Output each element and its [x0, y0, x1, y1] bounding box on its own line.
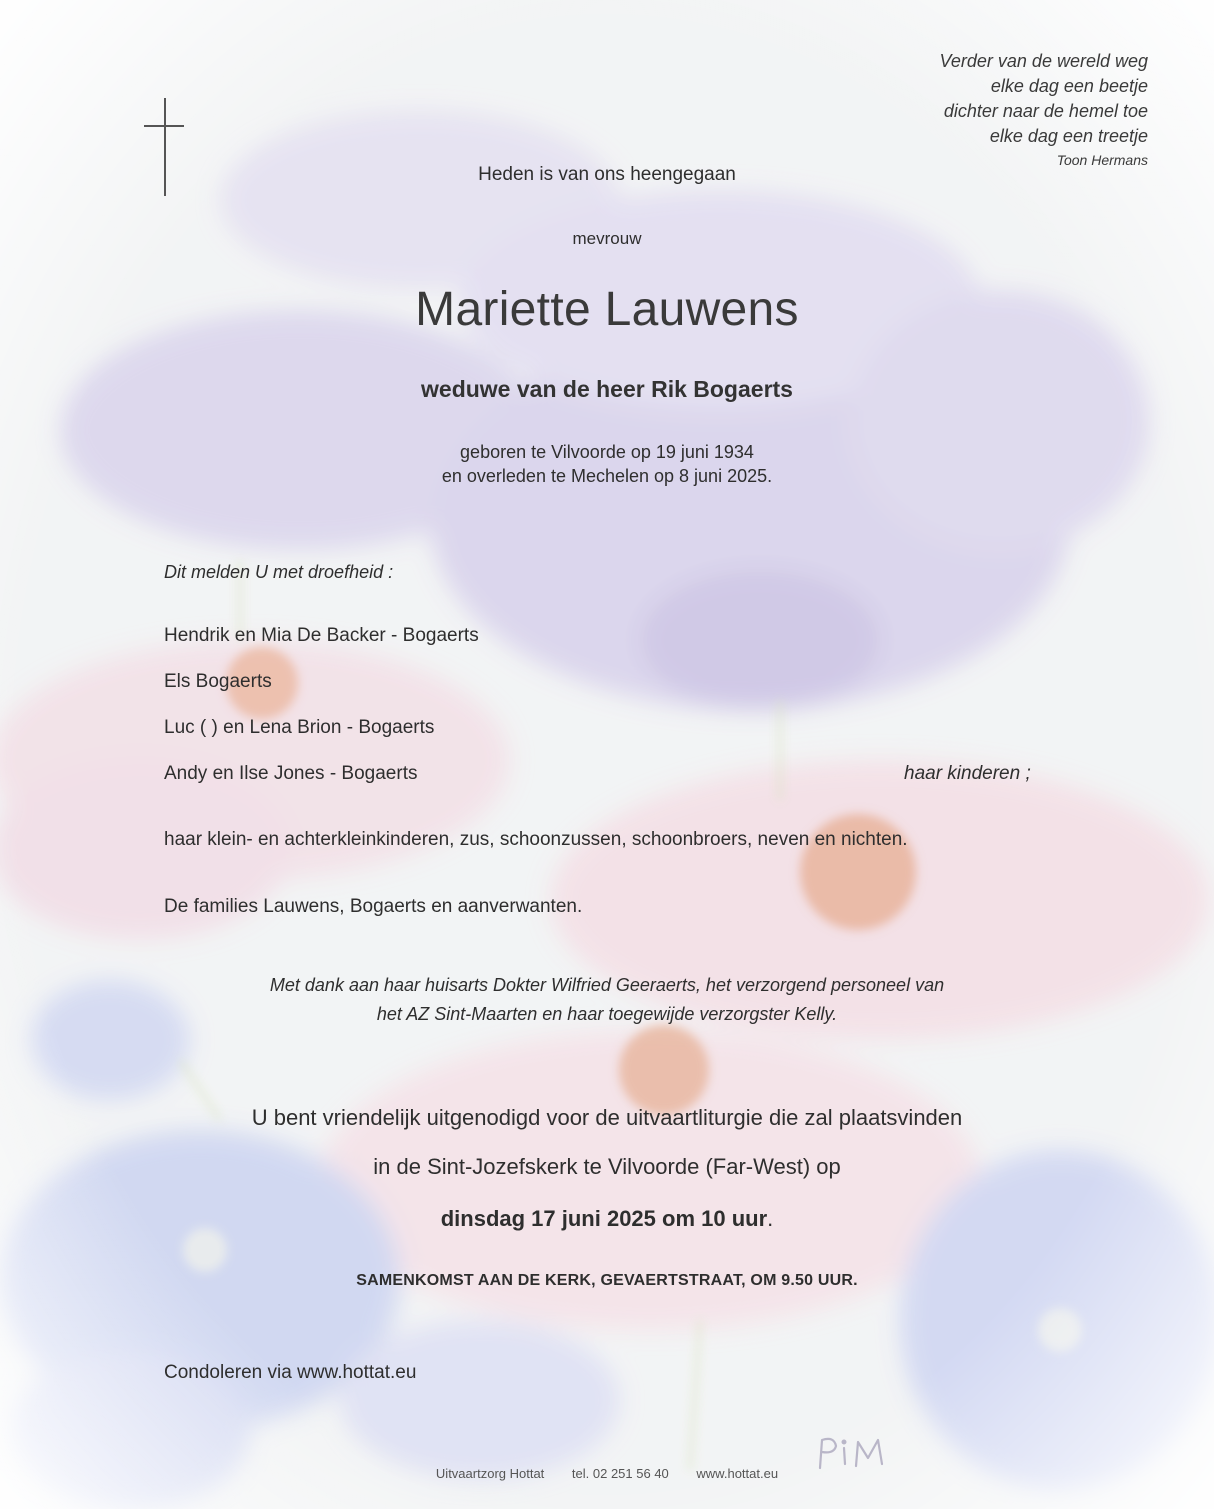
funeral-date: dinsdag 17 juni 2025 om 10 uur	[440, 1206, 768, 1231]
cross-icon-bar	[144, 125, 184, 127]
child-entry: Luc ( ) en Lena Brion - Bogaerts	[164, 717, 435, 738]
thanks-line: het AZ Sint-Maarten en haar toegewijde verzorgster Kelly.	[376, 1004, 838, 1024]
deceased-name: Mariette Lauwens	[415, 283, 799, 336]
footer-phone: tel. 02 251 56 40	[571, 1466, 669, 1481]
intro-text: Heden is van ons heengegaan	[478, 164, 736, 185]
relatives-line: haar klein- en achterkleinkinderen, zus, schoonzussen, schoonbroers, neven en nichten.	[164, 829, 908, 850]
poem-line: dichter naar de hemel toe	[943, 101, 1148, 121]
footer	[0, 1466, 1214, 1481]
poem-line: elke dag een beetje	[990, 76, 1148, 96]
funeral-datetime	[0, 1206, 1214, 1232]
invite-line: U bent vriendelijk uitgenodigd voor de uitvaartliturgie die zal plaatsvinden	[251, 1105, 963, 1130]
death-line: en overleden te Mechelen op 8 juni 2025.	[441, 466, 773, 486]
child-entry: Andy en Ilse Jones - Bogaerts	[164, 763, 418, 784]
footer-company: Uitvaartzorg Hottat	[435, 1466, 545, 1481]
thanks-line: Met dank aan haar huisarts Dokter Wilfried Geeraerts, het verzorgend personeel van	[269, 975, 945, 995]
families-line: De families Lauwens, Bogaerts en aanverwanten.	[164, 896, 583, 917]
thanks-block	[0, 971, 1214, 1029]
poem	[940, 49, 1148, 170]
announce-line: Dit melden U met droefheid :	[164, 562, 394, 582]
poem-line: elke dag een treetje	[989, 126, 1148, 146]
poem-line: Verder van de wereld weg	[939, 51, 1148, 71]
honorific: mevrouw	[572, 229, 642, 248]
child-entry: Hendrik en Mia De Backer - Bogaerts	[164, 625, 479, 646]
birth-line: geboren te Vilvoorde op 19 juni 1934	[460, 442, 754, 462]
birth-death-dates	[0, 440, 1214, 488]
gathering-notice: SAMENKOMST AAN DE KERK, GEVAERTSTRAAT, OM 9.50 UUR.	[356, 1272, 858, 1289]
church-line: in de Sint-Jozefskerk te Vilvoorde (Far-West) op	[373, 1154, 841, 1179]
poem-author: Toon Hermans	[1056, 152, 1148, 168]
spouse-line: weduwe van de heer Rik Bogaerts	[421, 376, 793, 402]
child-entry: Els Bogaerts	[164, 671, 272, 692]
condolences-link[interactable]: Condoleren via www.hottat.eu	[164, 1362, 417, 1383]
funeral-date-period: .	[767, 1206, 774, 1231]
footer-website[interactable]: www.hottat.eu	[696, 1466, 779, 1481]
children-role: haar kinderen ;	[904, 763, 1031, 784]
